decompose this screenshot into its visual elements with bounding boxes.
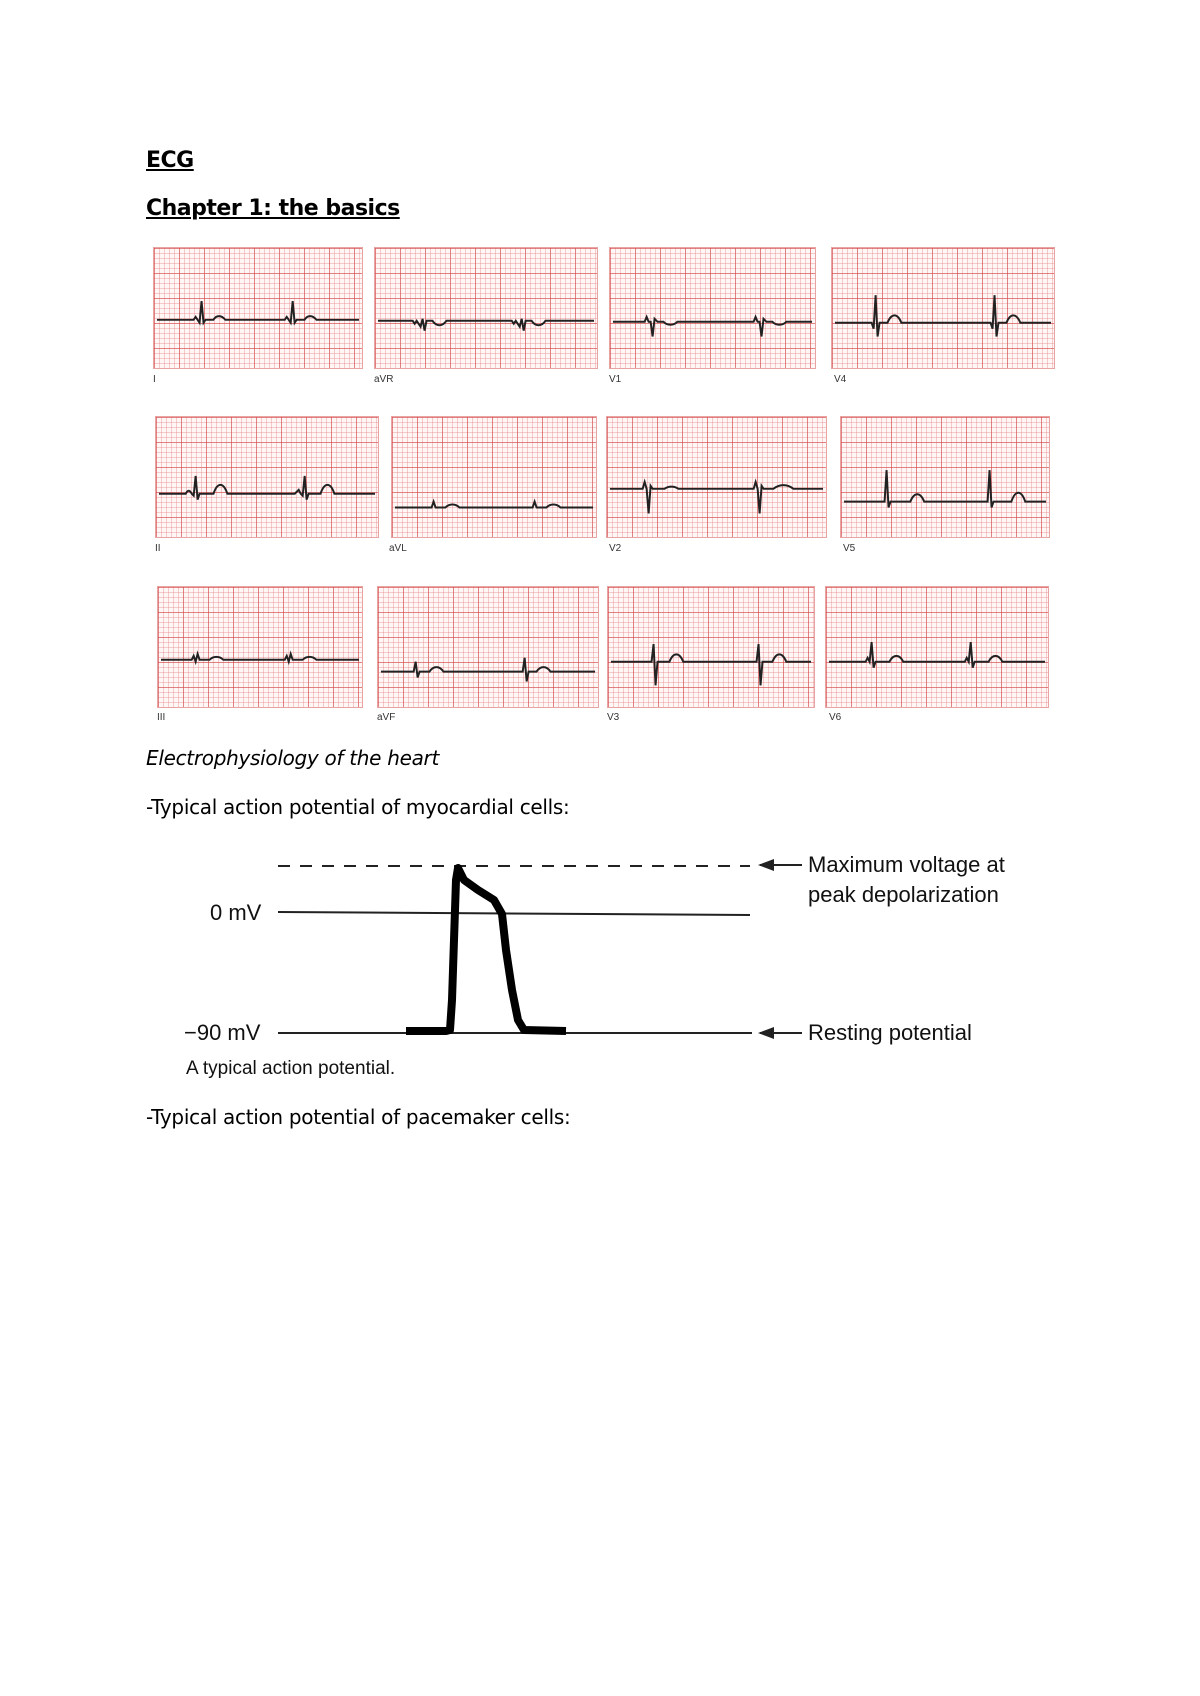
lead-label: II xyxy=(155,543,161,554)
arrow-icon xyxy=(758,1027,802,1039)
ecg-panel-lead-ii xyxy=(155,416,379,538)
lead-label: V3 xyxy=(607,712,620,723)
pacemaker-ap-item: -Typical action potential of pacemaker cells: xyxy=(146,1105,571,1129)
ecg-panel-lead-i xyxy=(153,247,363,369)
ecg-panel-lead-v2 xyxy=(606,416,827,538)
arrow-icon xyxy=(758,859,802,871)
lead-label: I xyxy=(153,374,156,385)
label-zero-mv: 0 mV xyxy=(210,900,262,925)
lead-label: aVL xyxy=(389,543,407,554)
lead-label: aVF xyxy=(377,712,396,723)
ecg-panel-lead-avr xyxy=(374,247,598,369)
figure-caption: A typical action potential. xyxy=(186,1058,396,1079)
ecg-panel-lead-v3 xyxy=(607,586,815,708)
myocardial-ap-item: -Typical action potential of myocardial cells: xyxy=(146,795,570,819)
label-resting-mv: −90 mV xyxy=(184,1020,261,1045)
lead-label: V5 xyxy=(843,543,856,554)
document-title: ECG xyxy=(146,148,194,173)
annotation-max-voltage-line2: peak depolarization xyxy=(808,882,999,907)
lead-label: V1 xyxy=(609,374,622,385)
ecg-panel-lead-v4 xyxy=(831,247,1055,369)
lead-label: V2 xyxy=(609,543,622,554)
section-heading: Electrophysiology of the heart xyxy=(146,746,440,770)
annotation-max-voltage-line1: Maximum voltage at xyxy=(808,852,1005,877)
annotation-resting-potential: Resting potential xyxy=(808,1020,972,1045)
chapter-heading: Chapter 1: the basics xyxy=(146,196,400,221)
ecg-panel-lead-avl xyxy=(391,416,597,538)
action-potential-trace xyxy=(406,868,566,1031)
lead-label: III xyxy=(157,712,166,723)
lead-label: aVR xyxy=(374,374,394,385)
ecg-panel-lead-v5 xyxy=(840,416,1050,538)
lead-label: V6 xyxy=(829,712,842,723)
ecg-panel-lead-avf xyxy=(377,586,599,708)
action-potential-figure xyxy=(160,840,1060,1100)
ecg-panel-lead-v1 xyxy=(609,247,816,369)
lead-label: V4 xyxy=(834,374,847,385)
ecg-panel-lead-v6 xyxy=(825,586,1049,708)
ecg-panel-lead-iii xyxy=(157,586,363,708)
